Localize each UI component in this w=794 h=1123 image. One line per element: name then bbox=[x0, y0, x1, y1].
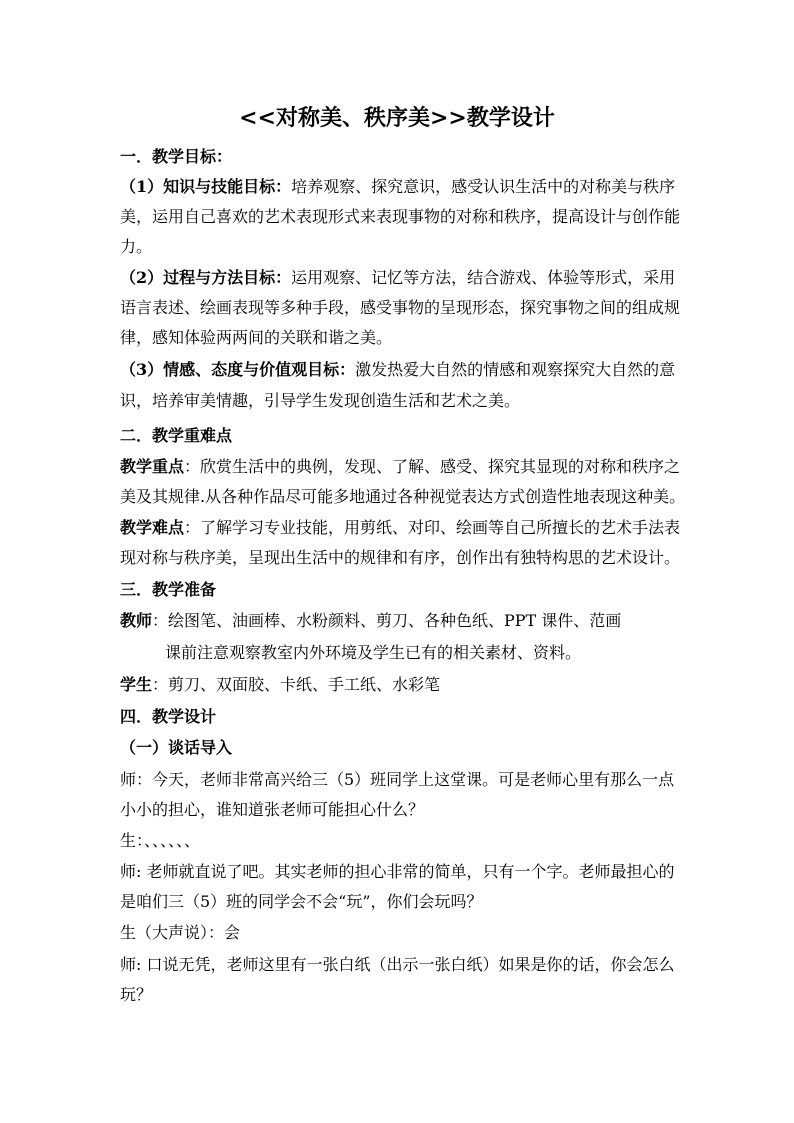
subsection-intro-heading: （一）谈话导入 bbox=[120, 738, 233, 757]
dialogue-2: 生：、、、、、、 bbox=[120, 831, 201, 850]
key-point-line-2: 美及其规律.从各种作品尽可能多地通过各种视觉表达方式创造性地表现这种美。 bbox=[120, 487, 686, 506]
emotion-goal-text-1: 激发热爱大自然的情感和观察探究大自然的意 bbox=[355, 360, 676, 379]
difficult-point-line-2: 现对称与秩序美，呈现出生活中的规律和有序，创作出有独特构思的艺术设计。 bbox=[120, 548, 681, 567]
teacher-prep-line-2: 课前注意观察教室内外环境及学生已有的相关素材、资料。 bbox=[165, 643, 582, 662]
dialogue-1-line-1: 师：今天，老师非常高兴给三（5）班同学上这堂课。可是老师心里有那么一点 bbox=[120, 770, 675, 789]
knowledge-goal-line-1 bbox=[120, 175, 680, 199]
section-1-heading: 一．教学目标： bbox=[120, 147, 233, 166]
student-prep-label: 学生 bbox=[120, 675, 153, 694]
emotion-goal-label: （3）情感、态度与价值观目标： bbox=[120, 360, 356, 379]
knowledge-goal-text-1: 培养观察、探究意识，感受认识生活中的对称美与秩序 bbox=[291, 177, 676, 196]
dialogue-5-line-1: 师: 口说无凭，老师这里有一张白纸（出示一张白纸）如果是你的话，你会怎么 bbox=[120, 955, 675, 974]
teacher-prep-label: 教师 bbox=[120, 611, 153, 630]
difficult-point-text-1: ：了解学习专业技能，用剪纸、对印、绘画等自己所擅长的艺术手法表 bbox=[184, 518, 681, 537]
emotion-goal-line-2: 识，培养审美情趣，引导学生发现创造生活和艺术之美。 bbox=[120, 391, 521, 410]
student-prep-text: ：剪刀、双面胶、卡纸、手工纸、水彩笔 bbox=[152, 675, 441, 694]
difficult-point-line-1 bbox=[120, 516, 680, 540]
process-goal-label: （2）过程与方法目标： bbox=[120, 268, 292, 287]
process-goal-text-1: 运用观察、记忆等方法，结合游戏、体验等形式，采用 bbox=[291, 268, 676, 287]
difficult-point-label: 教学难点 bbox=[120, 518, 185, 537]
key-point-text-1: ：欣赏生活中的典例，发现、了解、感受、探究其显现的对称和秩序之 bbox=[184, 457, 681, 476]
dialogue-5-line-2: 玩？ bbox=[120, 985, 153, 1004]
key-point-label: 教学重点 bbox=[120, 457, 185, 476]
student-prep-line bbox=[120, 673, 680, 697]
emotion-goal-line-1 bbox=[120, 358, 680, 382]
knowledge-goal-line-2: 美，运用自己喜欢的艺术表现形式来表现事物的对称和秩序，提高设计与创作能 bbox=[120, 207, 681, 226]
key-point-line-1 bbox=[120, 455, 680, 479]
dialogue-4: 生（大声说）：会 bbox=[120, 923, 241, 942]
dialogue-3-line-1: 师: 老师就直说了吧。其实老师的担心非常的简单，只有一个字。老师最担心的 bbox=[120, 862, 675, 881]
process-goal-line-3: 律，感知体验两两间的关联和谐之美。 bbox=[120, 328, 393, 347]
knowledge-goal-label: （1）知识与技能目标： bbox=[120, 177, 292, 196]
document-title: <<对称美、秩序美>>教学设计 bbox=[239, 105, 555, 131]
section-4-heading: 四．教学设计 bbox=[120, 707, 217, 726]
process-goal-line-2: 语言表述、绘画表现等多种手段，感受事物的呈现形态，探究事物之间的组成规 bbox=[120, 298, 681, 317]
knowledge-goal-line-3: 力。 bbox=[120, 237, 153, 256]
teacher-prep-text-1: ：绘图笔、油画棒、水粉颜料、剪刀、各种色纸、PPT 课件、范画 bbox=[152, 611, 622, 630]
section-2-heading: 二．教学重难点 bbox=[120, 426, 233, 445]
section-3-heading: 三．教学准备 bbox=[120, 580, 217, 599]
dialogue-1-line-2: 小小的担心，谁知道张老师可能担心什么？ bbox=[120, 800, 425, 819]
dialogue-3-line-2: 是咱们三（5）班的同学会不会“玩”，你们会玩吗？ bbox=[120, 892, 483, 911]
process-goal-line-1 bbox=[120, 266, 680, 290]
teacher-prep-line-1 bbox=[120, 609, 680, 633]
